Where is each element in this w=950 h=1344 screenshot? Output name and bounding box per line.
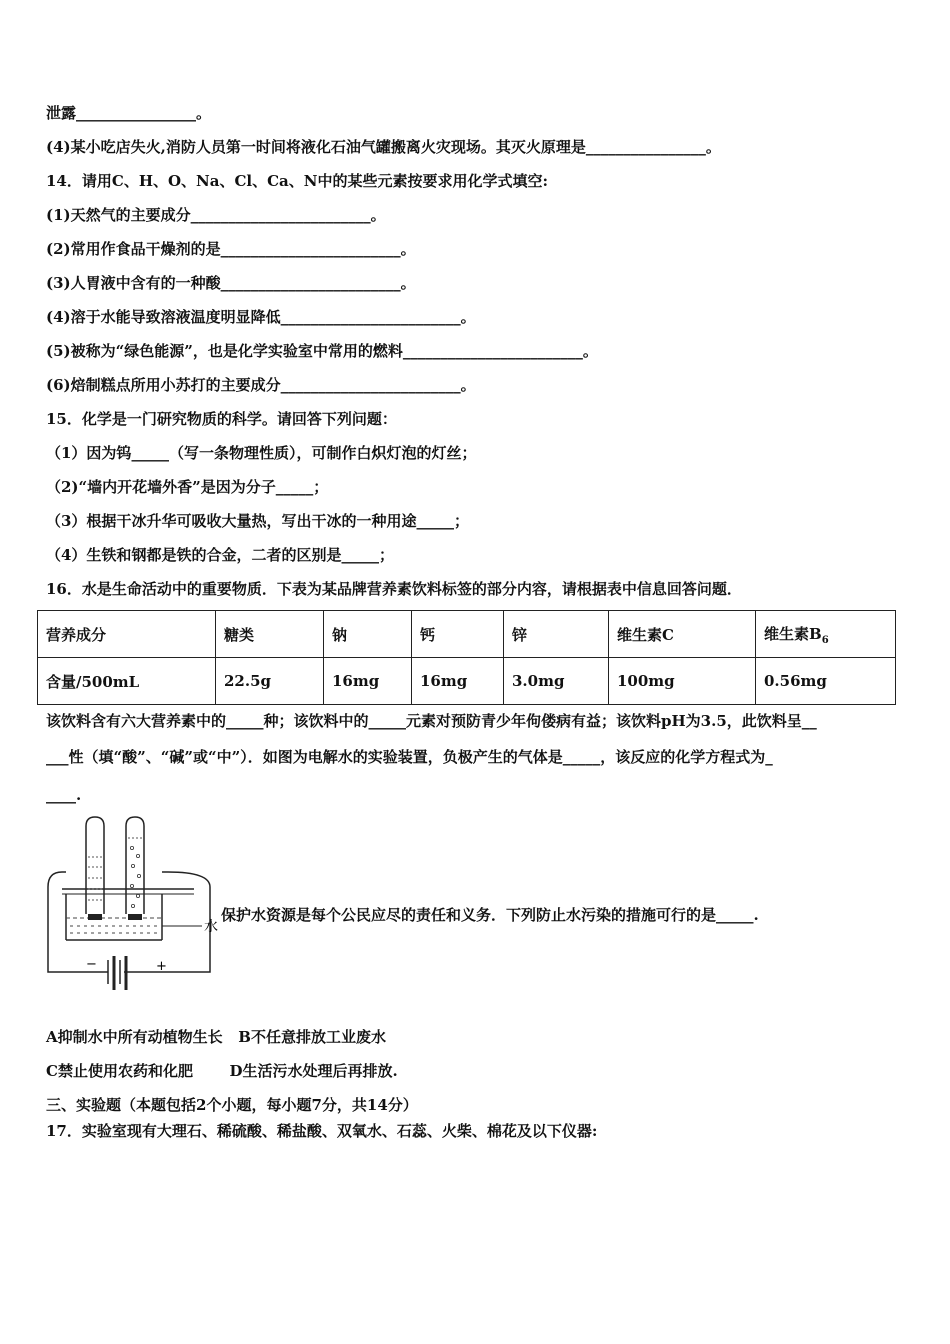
question-15-part-1: （1）因为钨_____（写一条物理性质），可制作白炽灯泡的灯丝； bbox=[46, 444, 477, 462]
table-cell: 22.5g bbox=[216, 658, 324, 705]
electrolysis-diagram bbox=[44, 812, 226, 1002]
question-16-text-a: 该饮料含有六大营养素中的_____种；该饮料中的_____元素对预防青少年佝偻病有益；该饮料pH为3.5，此饮料呈__ bbox=[46, 712, 817, 730]
wire-right bbox=[124, 872, 210, 972]
option-a-b: A抑制水中所有动植物生长 B不任意排放工业废水 bbox=[46, 1028, 386, 1046]
bubble bbox=[136, 854, 139, 857]
bubble bbox=[131, 904, 134, 907]
table-cell: 维生素C bbox=[609, 611, 756, 658]
table-header-row bbox=[38, 611, 896, 658]
table-cell: 钠 bbox=[324, 611, 412, 658]
question-14-part-5: (5)被称为“绿色能源”，也是化学实验室中常用的燃料________________________。 bbox=[46, 342, 598, 360]
question-14-part-4: (4)溶于水能导致溶液温度明显降低________________________。 bbox=[46, 308, 476, 326]
table-cell: 营养成分 bbox=[38, 611, 216, 658]
bubble bbox=[131, 864, 134, 867]
bubble bbox=[136, 894, 139, 897]
option-c-d: C禁止使用农药和化肥 D生活污水处理后再排放. bbox=[46, 1062, 398, 1080]
question-14-part-6: (6)焙制糕点所用小苏打的主要成分________________________。 bbox=[46, 376, 476, 394]
question-16-text-c: ____. bbox=[46, 786, 82, 804]
vitamin-b-label: 维生素B bbox=[764, 624, 822, 643]
wire-left bbox=[48, 872, 108, 972]
table-cell: 16mg bbox=[324, 658, 412, 705]
question-16: 16．水是生命活动中的重要物质．下表为某品牌营养素饮料标签的部分内容，请根据表中信息回答问题． bbox=[46, 580, 742, 598]
bubble bbox=[137, 874, 140, 877]
table-cell bbox=[756, 611, 896, 658]
question-17: 17．实验室现有大理石、稀硫酸、稀盐酸、双氧水、石蕊、火柴、棉花及以下仪器: bbox=[46, 1122, 598, 1140]
table-cell: 0.56mg bbox=[756, 658, 896, 705]
question-15-part-4: （4）生铁和钢都是铁的合金，二者的区别是_____； bbox=[46, 546, 394, 564]
question-14: 14．请用C、H、O、Na、Cl、Ca、N中的某些元素按要求用化学式填空: bbox=[46, 172, 549, 190]
text-line: (4)某小吃店失火,消防人员第一时间将液化石油气罐搬离火灾现场。其灭火原理是________________。 bbox=[46, 138, 721, 156]
bubble bbox=[130, 846, 133, 849]
subscript: 6 bbox=[821, 634, 829, 646]
question-16-text-b: ___性（填“酸”、“碱”或“中”）．如图为电解水的实验装置，负极产生的气体是_____，该反应的化学方程式为_ bbox=[46, 748, 773, 766]
text-line: 泄露________________。 bbox=[46, 104, 212, 122]
bubble bbox=[130, 884, 133, 887]
table-cell: 16mg bbox=[412, 658, 504, 705]
test-tube-right bbox=[126, 817, 144, 914]
table-row bbox=[38, 658, 896, 705]
table-cell: 含量/500mL bbox=[38, 658, 216, 705]
question-14-part-3: (3)人胃液中含有的一种酸________________________。 bbox=[46, 274, 416, 292]
minus-label: − bbox=[86, 957, 97, 972]
table-cell: 3.0mg bbox=[504, 658, 609, 705]
table-cell: 糖类 bbox=[216, 611, 324, 658]
question-14-part-1: (1)天然气的主要成分________________________。 bbox=[46, 206, 386, 224]
question-14-part-2: (2)常用作食品干燥剂的是________________________。 bbox=[46, 240, 416, 258]
table-cell: 100mg bbox=[609, 658, 756, 705]
plus-label: + bbox=[156, 959, 167, 974]
question-15: 15．化学是一门研究物质的科学。请回答下列问题： bbox=[46, 410, 397, 428]
water-label: 水 bbox=[204, 919, 218, 935]
question-15-part-2: （2)“墙内开花墙外香”是因为分子_____； bbox=[46, 478, 329, 496]
table-cell: 锌 bbox=[504, 611, 609, 658]
test-tube-left bbox=[86, 817, 104, 914]
question-16-text-d: 保护水资源是每个公民应尽的责任和义务．下列防止水污染的措施可行的是_____. bbox=[221, 906, 759, 924]
nutrition-table bbox=[37, 610, 896, 705]
question-15-part-3: （3）根据干冰升华可吸收大量热，写出干冰的一种用途_____； bbox=[46, 512, 469, 530]
electrode-right bbox=[128, 914, 142, 920]
section-title-3: 三、实验题（本题包括2个小题，每小题7分，共14分） bbox=[46, 1096, 418, 1114]
electrode-left bbox=[88, 914, 102, 920]
table-cell: 钙 bbox=[412, 611, 504, 658]
